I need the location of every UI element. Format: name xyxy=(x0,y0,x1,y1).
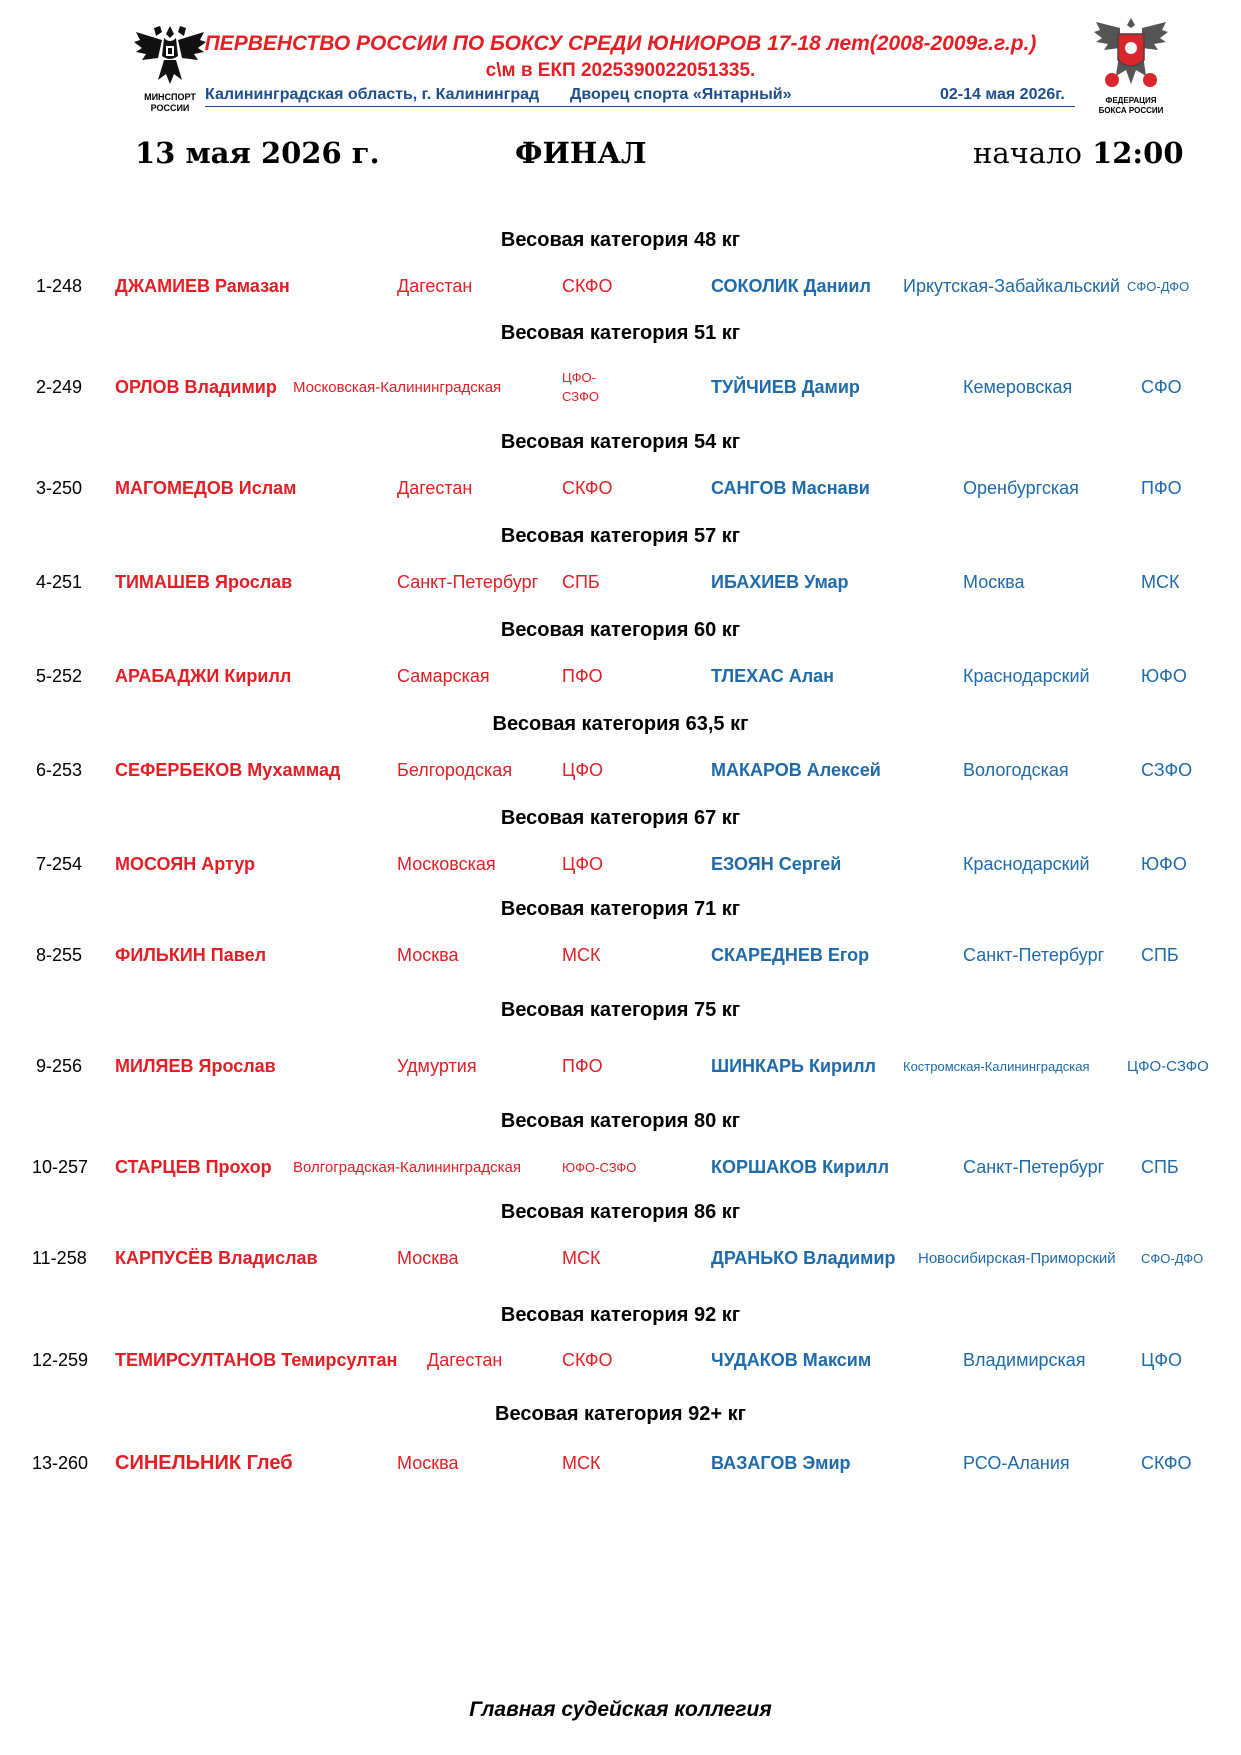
red-boxer-district: ЦФО xyxy=(562,760,604,780)
category-title: Весовая категория 71 кг xyxy=(500,898,741,920)
red-boxer-region: Волгоградская-Калининградская xyxy=(293,1159,521,1176)
blue-boxer-name: СОКОЛИК Даниил xyxy=(711,276,871,296)
bout-number: 6-253 xyxy=(36,760,83,780)
ekp-number: с\м в ЕКП 2025390022051335. xyxy=(485,60,756,81)
red-boxer-name: ТИМАШЕВ Ярослав xyxy=(115,572,293,592)
red-boxer-name: СЕФЕРБЕКОВ Мухаммад xyxy=(115,760,341,780)
red-boxer-district: ЦФО- xyxy=(562,370,596,385)
session-start xyxy=(973,136,1184,170)
championship-title: ПЕРВЕНСТВО РОССИИ ПО БОКСУ СРЕДИ ЮНИОРОВ 17-18 лет(2008-2009г.г.р.) xyxy=(204,32,1037,55)
venue-line xyxy=(205,86,1075,107)
category-title: Весовая категория 63,5 кг xyxy=(492,713,749,735)
red-boxer-district: ПФО xyxy=(562,1056,603,1076)
red-boxer-district: МСК xyxy=(562,1248,601,1268)
blue-boxer-region: Костромская-Калининградская xyxy=(903,1059,1090,1074)
logo-left-caption-1: МИНСПОРТ xyxy=(144,92,196,102)
blue-boxer-name: ВАЗАГОВ Эмир xyxy=(711,1453,851,1473)
red-boxer-region: Московская xyxy=(397,854,496,874)
start-label: начало xyxy=(973,136,1082,170)
red-boxer-district: ПФО xyxy=(562,666,603,686)
red-boxer-name: МАГОМЕДОВ Ислам xyxy=(115,478,297,498)
bout-row xyxy=(0,760,1241,784)
bout-number: 7-254 xyxy=(36,854,83,874)
category-title: Весовая категория 86 кг xyxy=(500,1201,741,1223)
region-text: Калининградская область, г. Калининград xyxy=(205,86,540,103)
red-boxer-district: МСК xyxy=(562,1453,601,1473)
red-boxer-region: Удмуртия xyxy=(397,1056,477,1076)
bout-row xyxy=(0,1157,1241,1181)
bout-row xyxy=(0,1056,1241,1080)
blue-boxer-name: КОРШАКОВ Кирилл xyxy=(711,1157,890,1177)
bout-row xyxy=(0,276,1241,300)
logo-right-caption-1: ФЕДЕРАЦИЯ xyxy=(1105,96,1157,105)
bout-number: 5-252 xyxy=(36,666,83,686)
bout-row xyxy=(0,478,1241,502)
bout-number: 8-255 xyxy=(36,945,83,965)
blue-boxer-district: СФО-ДФО xyxy=(1127,279,1190,294)
red-boxer-region: Самарская xyxy=(397,666,490,686)
blue-boxer-region: РСО-Алания xyxy=(963,1453,1070,1473)
blue-boxer-district: СПБ xyxy=(1141,945,1179,965)
category-title: Весовая категория 92+ кг xyxy=(495,1403,746,1425)
red-boxer-district: СКФО xyxy=(562,1350,613,1370)
red-boxer-district: ЮФО-СЗФО xyxy=(562,1160,637,1175)
red-boxer-name: СИНЕЛЬНИК Глеб xyxy=(115,1452,293,1474)
bout-row xyxy=(0,1248,1241,1272)
blue-boxer-name: ЕЗОЯН Сергей xyxy=(711,854,842,874)
logo-left-caption-2: РОССИИ xyxy=(150,103,190,113)
blue-boxer-region: Краснодарский xyxy=(963,666,1090,686)
red-boxer-name: АРАБАДЖИ Кирилл xyxy=(115,666,292,686)
red-boxer-region: Дагестан xyxy=(427,1350,503,1370)
start-time: 12:00 xyxy=(1092,136,1184,170)
blue-boxer-name: САНГОВ Маснави xyxy=(711,478,870,498)
chief-judges-panel: Главная судейская коллегия xyxy=(469,1698,772,1721)
blue-boxer-district: ЦФО-СЗФО xyxy=(1127,1058,1209,1075)
category-title: Весовая категория 80 кг xyxy=(500,1110,741,1132)
logo-right-caption-2: БОКСА РОССИИ xyxy=(1098,106,1164,115)
bout-row xyxy=(0,572,1241,596)
red-boxer-name: ОРЛОВ Владимир xyxy=(115,377,277,397)
blue-boxer-name: ДРАНЬКО Владимир xyxy=(711,1248,896,1268)
blue-boxer-name: ИБАХИЕВ Умар xyxy=(711,572,849,592)
red-boxer-region: Санкт-Петербург xyxy=(397,572,539,592)
blue-boxer-district: СКФО xyxy=(1141,1453,1192,1473)
bout-number: 12-259 xyxy=(32,1350,89,1370)
blue-boxer-region: Санкт-Петербург xyxy=(963,945,1105,965)
blue-boxer-district: СФО-ДФО xyxy=(1141,1251,1204,1266)
bout-number: 9-256 xyxy=(36,1056,83,1076)
bout-number: 11-258 xyxy=(32,1248,87,1268)
red-boxer-name: КАРПУСЁВ Владислав xyxy=(115,1248,318,1268)
red-boxer-name: ФИЛЬКИН Павел xyxy=(115,945,267,965)
red-boxer-region: Дагестан xyxy=(397,276,473,296)
bout-row xyxy=(0,370,1241,404)
red-boxer-region: Белгородская xyxy=(397,760,513,780)
dates-text: 02-14 мая 2026г. xyxy=(940,86,1065,103)
bout-row xyxy=(0,1350,1241,1374)
blue-boxer-name: ЧУДАКОВ Максим xyxy=(711,1350,872,1370)
venue-text: Дворец спорта «Янтарный» xyxy=(570,86,792,103)
red-boxer-name: СТАРЦЕВ Прохор xyxy=(115,1157,272,1177)
blue-boxer-region: Санкт-Петербург xyxy=(963,1157,1105,1177)
bout-row xyxy=(0,854,1241,878)
category-title: Весовая категория 60 кг xyxy=(500,619,741,641)
red-boxer-district: СПБ xyxy=(562,572,600,592)
category-title: Весовая категория 67 кг xyxy=(500,807,741,829)
blue-boxer-name: СКАРЕДНЕВ Егор xyxy=(711,945,870,965)
blue-boxer-name: МАКАРОВ Алексей xyxy=(711,760,881,780)
bout-number: 3-250 xyxy=(36,478,83,498)
blue-boxer-region: Москва xyxy=(963,572,1025,592)
blue-boxer-region: Оренбургская xyxy=(963,478,1079,498)
blue-boxer-region: Владимирская xyxy=(963,1350,1086,1370)
red-boxer-region: Московская-Калининградская xyxy=(293,379,502,396)
session-stage: ФИНАЛ xyxy=(515,136,647,170)
category-title: Весовая категория 48 кг xyxy=(500,229,741,251)
bout-row xyxy=(0,1453,1241,1477)
red-boxer-region: Москва xyxy=(397,945,459,965)
blue-boxer-name: ТЛЕХАС Алан xyxy=(711,666,835,686)
bout-number: 4-251 xyxy=(36,572,83,592)
bout-number: 1-248 xyxy=(36,276,83,296)
red-boxer-region: Москва xyxy=(397,1248,459,1268)
red-boxer-region: Дагестан xyxy=(397,478,473,498)
red-boxer-district: СКФО xyxy=(562,478,613,498)
bout-row xyxy=(0,945,1241,969)
red-boxer-name: ТЕМИРСУЛТАНОВ Темирсултан xyxy=(115,1350,398,1370)
blue-boxer-region: Кемеровская xyxy=(963,377,1073,397)
blue-boxer-district: СЗФО xyxy=(1141,760,1193,780)
blue-boxer-district: СФО xyxy=(1141,377,1182,397)
red-boxer-name: МОСОЯН Артур xyxy=(115,854,256,874)
blue-boxer-region: Вологодская xyxy=(963,760,1069,780)
bout-number: 2-249 xyxy=(36,377,83,397)
red-boxer-district: СКФО xyxy=(562,276,613,296)
blue-boxer-district: МСК xyxy=(1141,572,1180,592)
category-title: Весовая категория 92 кг xyxy=(500,1304,741,1326)
category-title: Весовая категория 51 кг xyxy=(500,322,741,344)
blue-boxer-region: Новосибирская-Приморский xyxy=(918,1250,1116,1267)
session-date: 13 мая 2026 г. xyxy=(135,136,380,170)
bout-row xyxy=(0,666,1241,690)
red-boxer-district: МСК xyxy=(562,945,601,965)
category-title: Весовая категория 57 кг xyxy=(500,525,741,547)
red-boxer-district: ЦФО xyxy=(562,854,604,874)
red-boxer-district-2: СЗФО xyxy=(562,389,599,404)
blue-boxer-region: Краснодарский xyxy=(963,854,1090,874)
blue-boxer-district: ЮФО xyxy=(1141,666,1187,686)
red-boxer-name: ДЖАМИЕВ Рамазан xyxy=(115,276,290,296)
bout-number: 10-257 xyxy=(32,1157,89,1177)
blue-boxer-district: ПФО xyxy=(1141,478,1182,498)
blue-boxer-region: Иркутская-Забайкальский xyxy=(903,276,1121,296)
blue-boxer-name: ТУЙЧИЕВ Дамир xyxy=(711,377,860,397)
category-title: Весовая категория 75 кг xyxy=(500,999,741,1021)
bout-number: 13-260 xyxy=(32,1453,89,1473)
red-boxer-region: Москва xyxy=(397,1453,459,1473)
blue-boxer-name: ШИНКАРЬ Кирилл xyxy=(711,1056,876,1076)
blue-boxer-district: ЮФО xyxy=(1141,854,1187,874)
blue-boxer-district: ЦФО xyxy=(1141,1350,1183,1370)
category-title: Весовая категория 54 кг xyxy=(500,431,741,453)
red-boxer-name: МИЛЯЕВ Ярослав xyxy=(115,1056,276,1076)
blue-boxer-district: СПБ xyxy=(1141,1157,1179,1177)
